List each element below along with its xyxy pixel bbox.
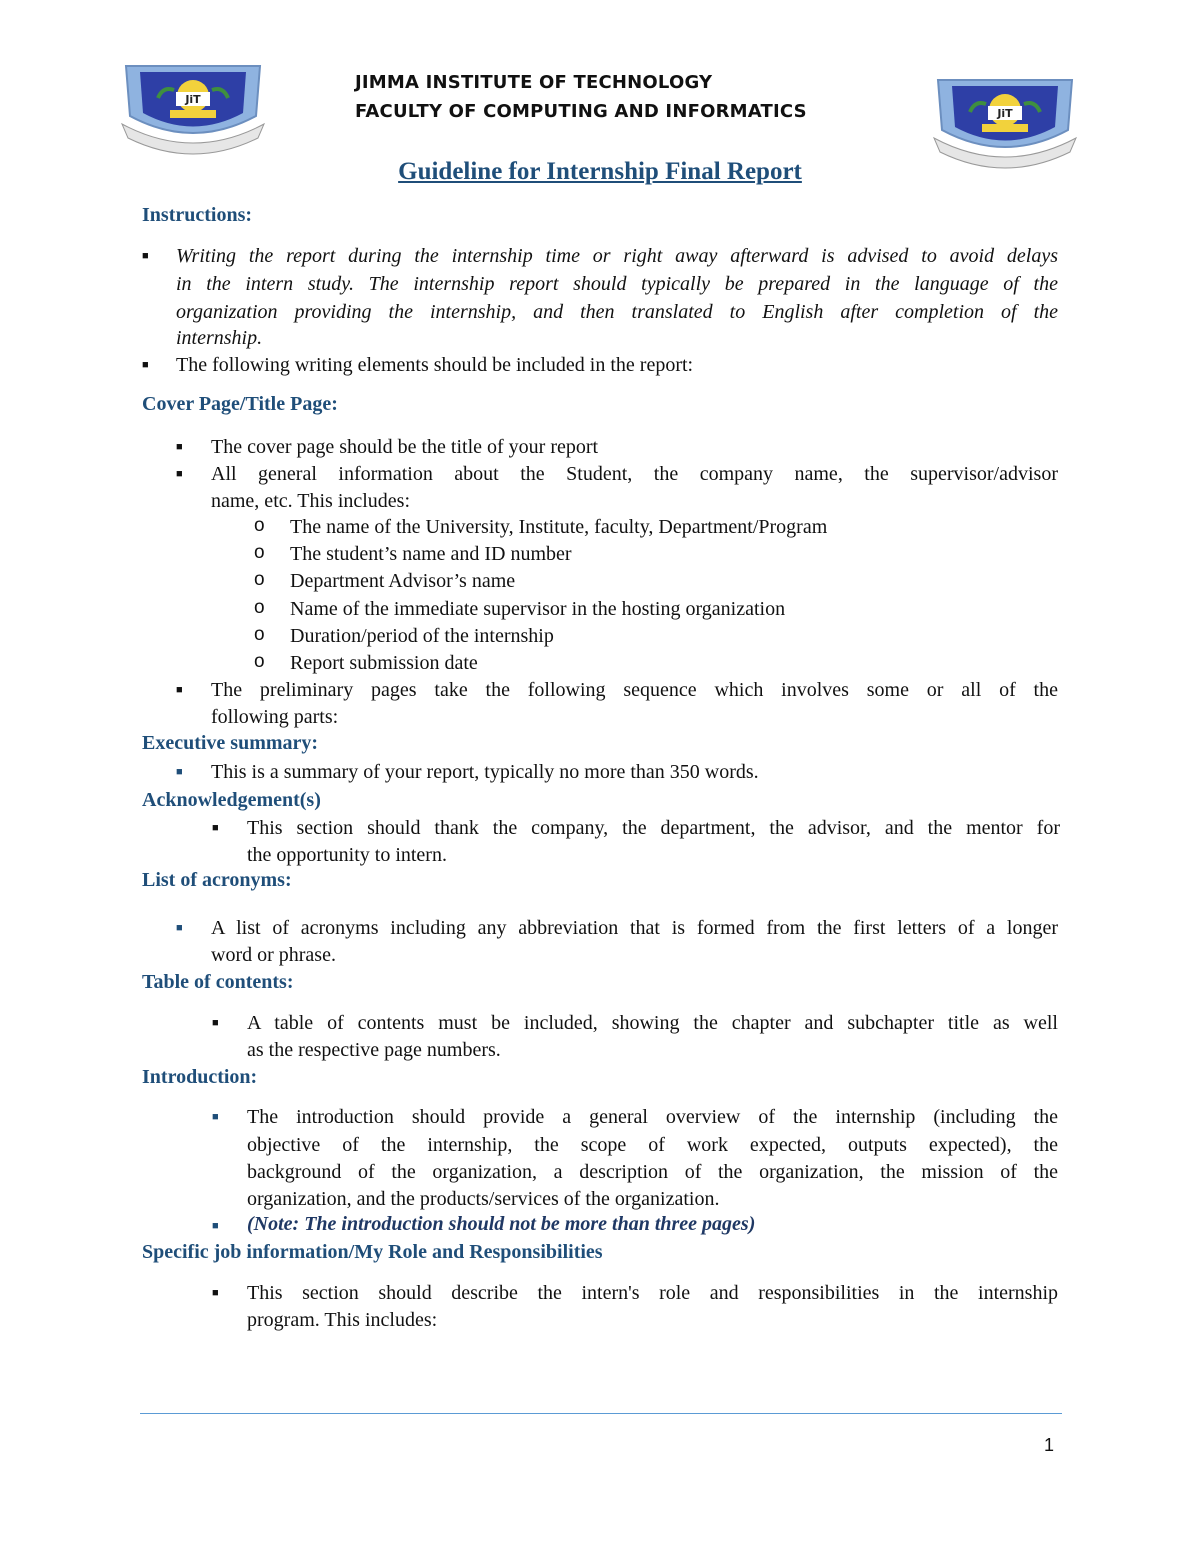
executive-summary-item: This is a summary of your report, typically no more than 350 words. — [211, 761, 759, 783]
instructions-heading: Instructions: — [142, 204, 253, 226]
acronyms-line: A list of acronyms including any abbreviation that is formed from the first letters of a longer — [211, 917, 1058, 939]
introduction-line: objective of the internship, the scope of work expected, outputs expected), the — [247, 1134, 1058, 1156]
toc-line: A table of contents must be included, showing the chapter and subchapter title as well — [247, 1012, 1058, 1034]
acknowledgement-heading: Acknowledgement(s) — [142, 789, 321, 811]
instruction-line: internship. — [176, 327, 263, 349]
acronyms-line: word or phrase. — [211, 944, 336, 966]
square-bullet-icon: ■ — [142, 250, 149, 262]
role-line: This section should describe the intern's role and responsibilities in the internship — [247, 1282, 1058, 1304]
role-line: program. This includes: — [247, 1309, 438, 1331]
university-logo-right — [930, 72, 1080, 172]
cover-subitem: Report submission date — [290, 652, 478, 674]
square-bullet-icon: ■ — [176, 468, 183, 480]
faculty-name: FACULTY OF COMPUTING AND INFORMATICS — [355, 101, 807, 122]
instruction-line: Writing the report during the internship time or right away afterward is advised to avoid delays — [176, 245, 1058, 267]
introduction-line: The introduction should provide a general overview of the internship (including the — [247, 1106, 1058, 1128]
cover-item-line: All general information about the Student, the company name, the supervisor/advisor — [211, 463, 1058, 485]
circle-bullet: o — [254, 542, 265, 563]
square-bullet-icon: ■ — [176, 922, 183, 934]
square-bullet-icon: ■ — [176, 684, 183, 696]
acronyms-heading: List of acronyms: — [142, 869, 292, 891]
executive-summary-heading: Executive summary: — [142, 732, 319, 754]
introduction-line: background of the organization, a description of the organization, the mission of the — [247, 1161, 1058, 1183]
document-title: Guideline for Internship Final Report — [398, 158, 802, 185]
square-bullet-icon: ■ — [176, 766, 183, 778]
square-bullet-icon: ■ — [212, 1017, 219, 1029]
cover-subitem: The name of the University, Institute, faculty, Department/Program — [290, 516, 828, 538]
institute-name: JIMMA INSTITUTE OF TECHNOLOGY — [355, 72, 713, 93]
acknowledgement-line: This section should thank the company, the department, the advisor, and the mentor for — [247, 817, 1060, 839]
cover-item-line: The preliminary pages take the following sequence which involves some or all of the — [211, 679, 1058, 701]
square-bullet-icon: ■ — [142, 359, 149, 371]
circle-bullet: o — [254, 515, 265, 536]
toc-line: as the respective page numbers. — [247, 1039, 501, 1061]
acknowledgement-line: the opportunity to intern. — [247, 844, 447, 866]
cover-subitem: Duration/period of the internship — [290, 625, 554, 647]
circle-bullet: o — [254, 651, 265, 672]
instruction-item: The following writing elements should be included in the report: — [176, 354, 694, 376]
toc-heading: Table of contents: — [142, 971, 294, 993]
cover-subitem: Department Advisor’s name — [290, 570, 516, 592]
svg-text:JiT: JiT — [997, 107, 1013, 120]
cover-subitem: The student’s name and ID number — [290, 543, 572, 565]
introduction-note: (Note: The introduction should not be more than three pages) — [247, 1213, 756, 1235]
role-heading: Specific job information/My Role and Responsibilities — [142, 1241, 603, 1263]
cover-page-heading: Cover Page/Title Page: — [142, 393, 338, 415]
square-bullet-icon: ■ — [212, 822, 219, 834]
circle-bullet: o — [254, 597, 265, 618]
square-bullet-icon: ■ — [212, 1220, 219, 1232]
circle-bullet: o — [254, 569, 265, 590]
university-logo-left — [118, 58, 268, 158]
footer-divider — [140, 1413, 1062, 1414]
cover-item-line: following parts: — [211, 706, 339, 728]
introduction-line: organization, and the products/services of the organization. — [247, 1188, 720, 1210]
square-bullet-icon: ■ — [176, 441, 183, 453]
instruction-line: in the intern study. The internship report should typically be prepared in the language of the — [176, 273, 1058, 295]
square-bullet-icon: ■ — [212, 1111, 219, 1123]
svg-text:JiT: JiT — [185, 93, 201, 106]
cover-item-line: name, etc. This includes: — [211, 490, 411, 512]
introduction-heading: Introduction: — [142, 1066, 258, 1088]
square-bullet-icon: ■ — [212, 1287, 219, 1299]
cover-subitem: Name of the immediate supervisor in the hosting organization — [290, 598, 786, 620]
page-number: 1 — [1044, 1435, 1055, 1455]
cover-item: The cover page should be the title of your report — [211, 436, 599, 458]
instruction-line: organization providing the internship, and then translated to English after completion of the — [176, 301, 1058, 323]
circle-bullet: o — [254, 624, 265, 645]
